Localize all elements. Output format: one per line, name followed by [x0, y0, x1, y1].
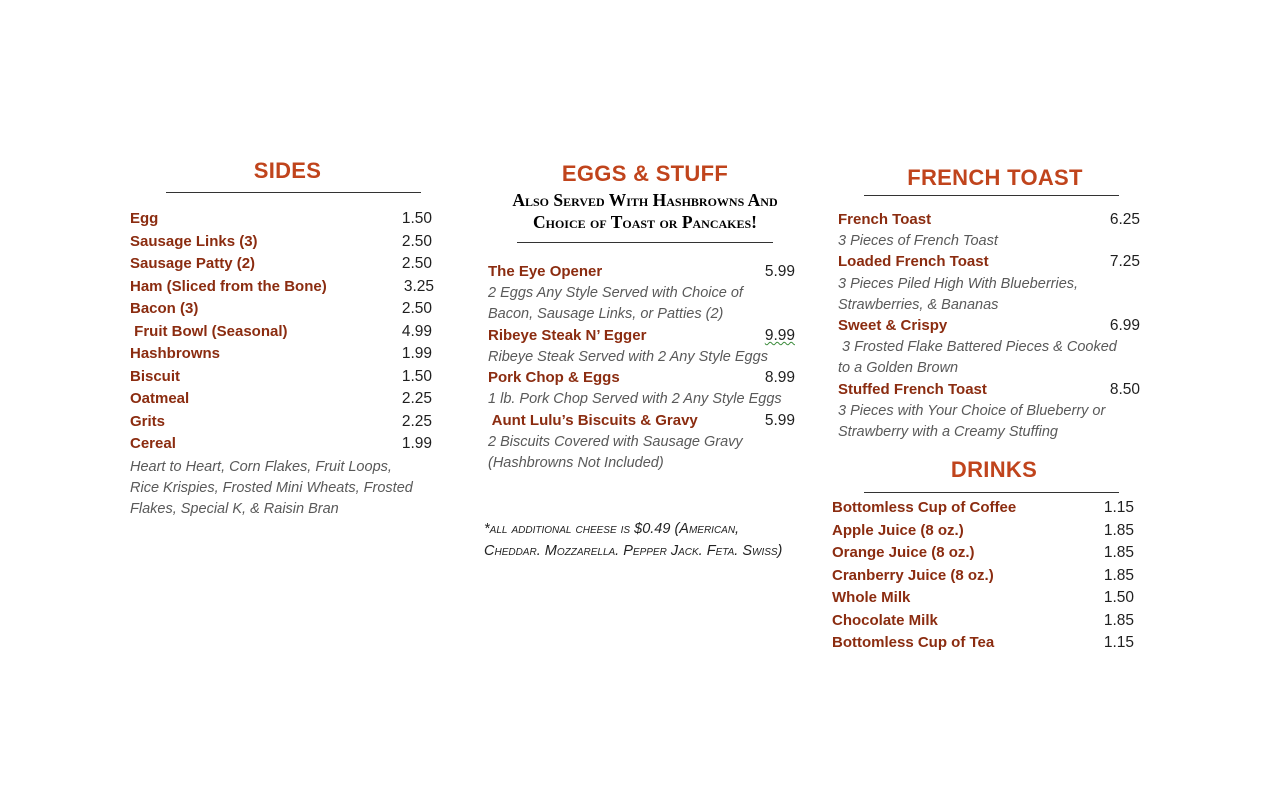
item-name: Aunt Lulu’s Biscuits & Gravy [488, 412, 698, 429]
french-toast-section [838, 163, 1138, 448]
note-line: Cheddar. Mozzarella. Pepper Jack. Feta. Swiss) [484, 543, 783, 559]
item-name: Chocolate Milk [832, 612, 938, 629]
item-price: 1.15 [1103, 499, 1134, 516]
description-line: Strawberries, & Bananas [838, 297, 999, 313]
description-line: Rice Krispies, Frosted Mini Wheats, Frosted [130, 480, 413, 496]
item-price: 5.99 [764, 412, 795, 429]
item-price: 1.85 [1103, 612, 1134, 629]
french-toast-title: FRENCH TOAST [907, 165, 1083, 190]
item-name: Pork Chop & Eggs [488, 369, 620, 386]
description-line: 3 Frosted Flake Battered Pieces & Cooked [838, 339, 1117, 355]
description-line: Flakes, Special K, & Raisin Bran [130, 501, 339, 517]
item-price: 4.99 [401, 323, 432, 340]
item-price: 1.99 [401, 435, 432, 452]
item-description [838, 401, 1105, 443]
drinks-title-divider [864, 492, 1119, 493]
cereal-note [130, 457, 440, 520]
description-line: 3 Pieces with Your Choice of Blueberry or [838, 403, 1106, 419]
item-price: 1.15 [1103, 634, 1134, 651]
subtitle-line: Choice of Toast or Pancakes! [532, 212, 758, 232]
item-name: Grits [130, 413, 166, 430]
description-line: to a Golden Brown [838, 360, 959, 376]
description-line: 1 lb. Pork Chop Served with 2 Any Style Eggs [488, 391, 782, 407]
item-description [488, 389, 782, 410]
description-line: Strawberry with a Creamy Stuffing [838, 424, 1058, 440]
item-price: 8.50 [1109, 381, 1140, 398]
item-price: 2.50 [401, 233, 432, 250]
french-toast-title-divider [864, 195, 1119, 196]
item-name: Bottomless Cup of Coffee [832, 499, 1017, 516]
item-name: Fruit Bowl (Seasonal) [130, 323, 288, 340]
item-name: Bacon (3) [130, 300, 199, 317]
item-name: Sausage Patty (2) [130, 255, 256, 272]
cheese-note [484, 518, 814, 562]
description-line: Ribeye Steak Served with 2 Any Style Eggs [488, 349, 768, 365]
item-name: Apple Juice (8 oz.) [832, 522, 964, 539]
sides-section [130, 158, 432, 528]
item-price: 2.50 [401, 300, 432, 317]
description-line: 2 Biscuits Covered with Sausage Gravy [488, 434, 743, 450]
item-name: Loaded French Toast [838, 253, 989, 270]
item-name: Cranberry Juice (8 oz.) [832, 567, 994, 584]
item-price: 1.99 [401, 345, 432, 362]
description-line: Heart to Heart, Corn Flakes, Fruit Loops, [130, 459, 392, 475]
item-description [838, 337, 1117, 379]
sides-title: SIDES [253, 158, 322, 183]
eggs-title: EGGS & STUFF [561, 161, 729, 186]
item-description [488, 347, 768, 368]
item-name: French Toast [838, 211, 932, 228]
item-price: 8.99 [764, 369, 795, 386]
item-name: Orange Juice (8 oz.) [832, 544, 975, 561]
item-name: Sausage Links (3) [130, 233, 258, 250]
item-name: The Eye Opener [488, 263, 603, 280]
item-description [488, 432, 743, 474]
item-description [838, 231, 998, 252]
item-price: 2.25 [401, 390, 432, 407]
item-price: 9.99 [764, 327, 795, 344]
item-name: Hashbrowns [130, 345, 221, 362]
item-name: Cereal [130, 435, 176, 452]
subtitle-line: Also Served With Hashbrowns And [512, 190, 778, 210]
note-line: *all additional cheese is $0.49 (American, [484, 521, 740, 537]
eggs-section [484, 158, 810, 568]
eggs-subtitle [484, 189, 806, 233]
item-name: Stuffed French Toast [838, 381, 987, 398]
item-name: Biscuit [130, 368, 181, 385]
item-name: Sweet & Crispy [838, 317, 948, 334]
item-description [838, 274, 1078, 316]
drinks-section [832, 454, 1134, 654]
description-line: 2 Eggs Any Style Served with Choice of [488, 285, 743, 301]
item-price: 7.25 [1109, 253, 1140, 270]
item-description [488, 283, 743, 325]
item-price: 6.99 [1109, 317, 1140, 334]
item-price: 1.85 [1103, 567, 1134, 584]
description-line: 3 Pieces Piled High With Blueberries, [838, 276, 1079, 292]
item-price: 1.50 [1103, 589, 1134, 606]
description-line: (Hashbrowns Not Included) [488, 455, 664, 471]
item-price: 6.25 [1109, 211, 1140, 228]
item-name: Bottomless Cup of Tea [832, 634, 995, 651]
item-price: 2.25 [401, 413, 432, 430]
description-line: 3 Pieces of French Toast [838, 233, 998, 249]
item-name: Egg [130, 210, 159, 227]
eggs-title-divider [517, 242, 773, 243]
item-name: Ham (Sliced from the Bone) [130, 278, 327, 295]
item-name: Whole Milk [832, 589, 911, 606]
item-price: 5.99 [764, 263, 795, 280]
item-price: 1.85 [1103, 544, 1134, 561]
sides-title-divider [166, 192, 421, 193]
item-price: 2.50 [401, 255, 432, 272]
item-price: 1.85 [1103, 522, 1134, 539]
item-price: 1.50 [401, 210, 432, 227]
item-name: Oatmeal [130, 390, 190, 407]
description-line: Bacon, Sausage Links, or Patties (2) [488, 306, 724, 322]
item-name: Ribeye Steak N’ Egger [488, 327, 647, 344]
item-price: 3.25 [403, 278, 434, 295]
item-price: 1.50 [401, 368, 432, 385]
drinks-title: DRINKS [950, 457, 1038, 482]
